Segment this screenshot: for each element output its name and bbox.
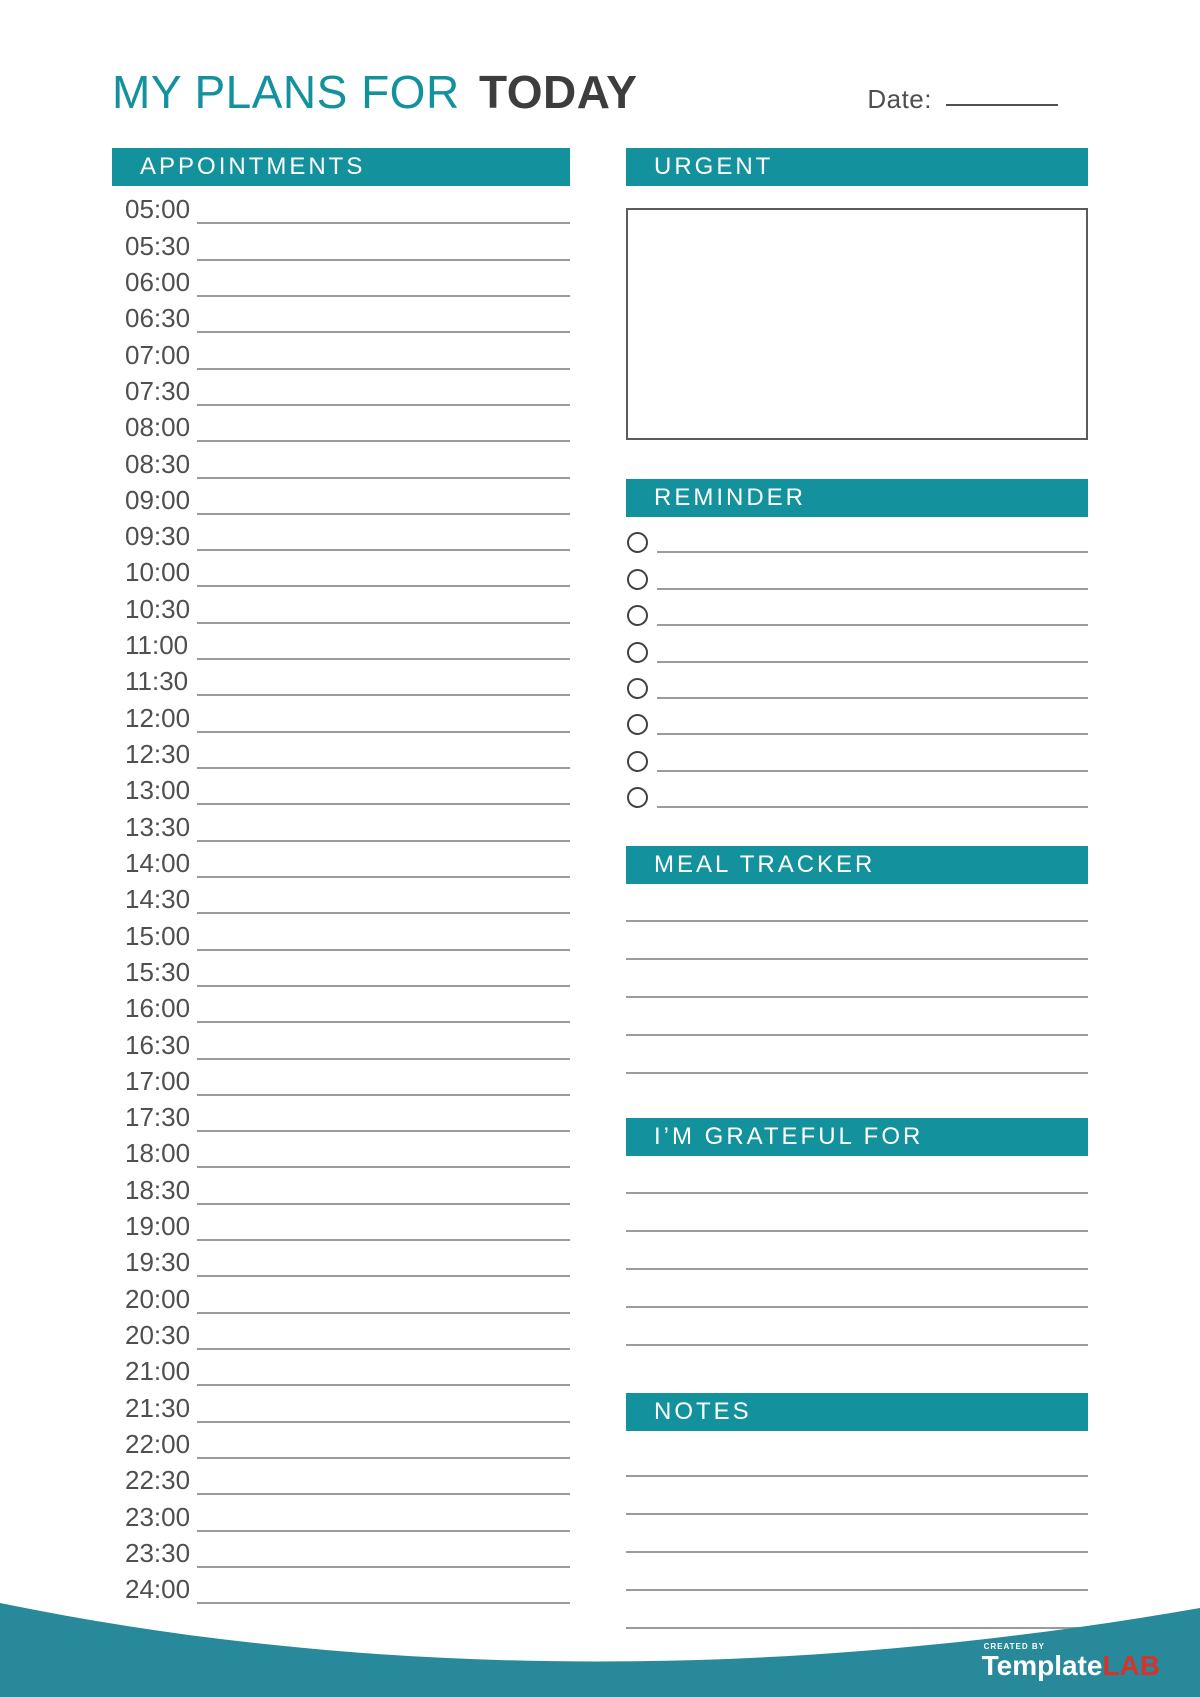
ruled-fill-line (626, 998, 1088, 1036)
reminder-row (626, 626, 1088, 662)
date-label: Date: (867, 84, 932, 114)
appointment-row (112, 587, 570, 623)
appointment-fill-line (197, 1348, 570, 1386)
appointment-time-label: 17:00 (125, 1065, 191, 1096)
appointment-time-label: 07:00 (125, 339, 191, 370)
ruled-fill-line (626, 1515, 1088, 1553)
appointment-time-label: 11:00 (125, 630, 189, 661)
appointment-time-label: 16:00 (125, 993, 191, 1024)
ruled-fill-line (626, 884, 1088, 922)
circle-bullet-icon (627, 569, 648, 590)
appointment-time-label: 23:30 (125, 1537, 191, 1568)
appointment-fill-line (197, 803, 570, 841)
appointment-time-label: 08:00 (125, 412, 191, 443)
appointment-fill-line (197, 1312, 570, 1350)
reminder-row (626, 663, 1088, 699)
circle-bullet-icon (627, 642, 648, 663)
appointment-time-label: 05:30 (125, 230, 191, 261)
appointment-fill-line (197, 622, 570, 660)
grateful-lines (626, 1156, 1088, 1346)
page-title-regular: MY PLANS FOR (112, 66, 460, 118)
meal-tracker-header-bar (626, 846, 1088, 884)
appointment-time-label: 22:00 (125, 1428, 191, 1459)
appointment-row (112, 479, 570, 515)
appointment-time-label: 19:30 (125, 1247, 191, 1278)
appointment-fill-line (197, 694, 570, 732)
reminder-row (626, 517, 1088, 553)
appointment-row (112, 1132, 570, 1168)
urgent-header-bar (626, 148, 1088, 186)
appointment-time-label: 15:00 (125, 920, 191, 951)
appointment-fill-line (197, 1457, 570, 1495)
appointment-fill-line (197, 1493, 570, 1531)
appointment-fill-line (197, 1384, 570, 1422)
reminder-fill-line (657, 588, 1088, 626)
reminder-fill-line (657, 515, 1088, 553)
circle-bullet-icon (627, 605, 648, 626)
brand-created-by: CREATED BY (983, 1642, 1046, 1651)
appointment-fill-line (197, 767, 570, 805)
ruled-fill-line (626, 1439, 1088, 1477)
appointment-row (112, 188, 570, 224)
appointment-row (112, 733, 570, 769)
appointment-fill-line (197, 368, 570, 406)
appointment-fill-line (197, 912, 570, 950)
circle-bullet-icon (627, 787, 648, 808)
ruled-fill-line (626, 1194, 1088, 1232)
reminder-row (626, 735, 1088, 771)
appointment-fill-line (197, 876, 570, 914)
brand-logo (982, 1643, 1160, 1680)
appointment-row (112, 1459, 570, 1495)
appointment-row (112, 297, 570, 333)
reminder-fill-line (657, 624, 1088, 662)
ruled-fill-line (626, 1477, 1088, 1515)
brand-name-template: Template (981, 1650, 1103, 1681)
appointment-time-label: 16:30 (125, 1029, 191, 1060)
circle-bullet-icon (627, 751, 648, 772)
appointment-row (112, 842, 570, 878)
appointments-header-label: APPOINTMENTS (140, 153, 366, 180)
content-columns (112, 148, 1088, 1629)
appointment-time-label: 20:00 (125, 1283, 191, 1314)
appointment-row (112, 696, 570, 732)
appointment-fill-line (197, 840, 570, 878)
appointment-row (112, 1277, 570, 1313)
appointment-fill-line (197, 295, 570, 333)
appointment-fill-line (197, 1203, 570, 1241)
appointment-row (112, 987, 570, 1023)
reminder-header-bar (626, 479, 1088, 517)
appointment-row (112, 624, 570, 660)
page-header (112, 66, 1088, 118)
appointment-row (112, 406, 570, 442)
appointment-time-label: 14:30 (125, 884, 191, 915)
appointment-row (112, 442, 570, 478)
appointment-time-label: 14:00 (125, 847, 191, 878)
appointment-row (112, 805, 570, 841)
appointment-time-label: 22:30 (125, 1465, 191, 1496)
appointment-fill-line (197, 513, 570, 551)
appointment-row (112, 1168, 570, 1204)
appointment-fill-line (197, 1530, 570, 1568)
appointment-row (112, 551, 570, 587)
appointment-row (112, 1314, 570, 1350)
date-fill-line (946, 104, 1058, 106)
ruled-fill-line (626, 960, 1088, 998)
appointment-time-label: 06:00 (125, 266, 191, 297)
urgent-box (626, 208, 1088, 440)
meal-tracker-header-label: MEAL TRACKER (654, 851, 876, 879)
appointment-time-label: 05:00 (125, 194, 191, 225)
right-column (626, 148, 1088, 1629)
appointment-fill-line (197, 1021, 570, 1059)
page-title (112, 66, 637, 118)
grateful-header-bar (626, 1118, 1088, 1156)
circle-bullet-icon (627, 714, 648, 735)
reminder-fill-line (657, 661, 1088, 699)
appointment-row (112, 515, 570, 551)
appointment-row (112, 224, 570, 260)
appointment-fill-line (197, 549, 570, 587)
appointment-row (112, 1241, 570, 1277)
notes-header-bar (626, 1393, 1088, 1431)
appointment-fill-line (197, 1239, 570, 1277)
appointment-fill-line (197, 731, 570, 769)
appointment-row (112, 1386, 570, 1422)
footer-wave (0, 1597, 1200, 1697)
appointment-time-label: 19:00 (125, 1211, 191, 1242)
appointment-time-label: 12:30 (125, 739, 191, 769)
reminder-row (626, 699, 1088, 735)
reminder-rows (626, 517, 1088, 808)
appointment-fill-line (197, 1275, 570, 1313)
ruled-fill-line (626, 1308, 1088, 1346)
brand-name-lab: LAB (1102, 1650, 1160, 1681)
appointment-time-label: 21:00 (125, 1356, 191, 1387)
appointment-time-label: 12:00 (125, 702, 191, 733)
appointment-time-label: 23:00 (125, 1501, 191, 1532)
appointment-row (112, 1532, 570, 1568)
ruled-fill-line (626, 1270, 1088, 1308)
appointment-time-label: 07:30 (125, 375, 191, 406)
appointment-time-label: 21:30 (125, 1392, 191, 1423)
meal-tracker-lines (626, 884, 1088, 1074)
appointment-row (112, 370, 570, 406)
notes-header-label: NOTES (654, 1398, 752, 1426)
appointment-row (112, 1495, 570, 1531)
circle-bullet-icon (627, 532, 648, 553)
appointment-row (112, 951, 570, 987)
appointment-fill-line (197, 331, 570, 369)
reminder-row (626, 590, 1088, 626)
ruled-fill-line (626, 1553, 1088, 1591)
appointment-time-label: 18:00 (125, 1138, 191, 1169)
appointment-fill-line (197, 1094, 570, 1132)
appointment-row (112, 1096, 570, 1132)
appointment-time-label: 09:30 (125, 521, 191, 552)
appointment-fill-line (197, 1166, 570, 1204)
appointment-fill-line (197, 985, 570, 1023)
appointment-fill-line (197, 1130, 570, 1168)
appointment-time-label: 18:30 (125, 1174, 191, 1205)
appointment-fill-line (197, 1421, 570, 1459)
appointment-time-label: 11:30 (125, 666, 189, 697)
appointments-header-bar (112, 148, 570, 186)
appointment-time-label: 08:30 (125, 448, 191, 479)
ruled-fill-line (626, 1156, 1088, 1194)
page-title-bold: TODAY (478, 66, 638, 118)
appointment-fill-line (197, 440, 570, 478)
appointments-section (112, 148, 570, 1604)
reminder-fill-line (657, 770, 1088, 808)
appointment-row (112, 1023, 570, 1059)
appointment-row (112, 1060, 570, 1096)
reminder-header-label: REMINDER (654, 484, 807, 511)
appointment-fill-line (197, 585, 570, 623)
appointment-time-label: 10:30 (125, 593, 191, 624)
appointment-fill-line (197, 477, 570, 515)
appointment-row (112, 1350, 570, 1386)
appointment-row (112, 1205, 570, 1241)
reminder-row (626, 553, 1088, 589)
ruled-fill-line (626, 922, 1088, 960)
ruled-fill-line (626, 1232, 1088, 1270)
appointment-time-label: 24:00 (125, 1574, 191, 1605)
appointment-row (112, 769, 570, 805)
reminder-fill-line (657, 697, 1088, 735)
appointment-time-label: 06:30 (125, 303, 191, 334)
ruled-fill-line (626, 1036, 1088, 1074)
appointment-time-label: 09:00 (125, 484, 191, 515)
date-field (867, 84, 1058, 115)
appointment-time-label: 15:30 (125, 956, 191, 987)
reminder-fill-line (657, 733, 1088, 771)
reminder-fill-line (657, 551, 1088, 589)
appointment-fill-line (197, 404, 570, 442)
appointment-row (112, 660, 570, 696)
appointment-fill-line (197, 259, 570, 297)
appointment-row (112, 1423, 570, 1459)
urgent-header-label: URGENT (654, 153, 774, 180)
appointment-time-label: 13:30 (125, 811, 191, 842)
appointment-time-label: 10:00 (125, 557, 191, 588)
appointment-fill-line (197, 1058, 570, 1096)
appointment-row (112, 914, 570, 950)
circle-bullet-icon (627, 678, 648, 699)
reminder-row (626, 772, 1088, 808)
grateful-header-label: I’M GRATEFUL FOR (654, 1123, 924, 1151)
appointment-row (112, 878, 570, 914)
appointment-fill-line (197, 949, 570, 987)
appointment-fill-line (197, 658, 570, 696)
appointment-fill-line (197, 222, 570, 260)
appointment-row (112, 333, 570, 369)
appointment-time-label: 20:30 (125, 1320, 191, 1350)
appointment-row (112, 261, 570, 297)
brand-name (982, 1650, 1160, 1681)
appointment-time-label: 17:30 (125, 1102, 191, 1133)
appointment-time-label: 13:00 (125, 775, 191, 806)
appointment-fill-line (197, 186, 570, 224)
appointments-rows (112, 188, 570, 1604)
